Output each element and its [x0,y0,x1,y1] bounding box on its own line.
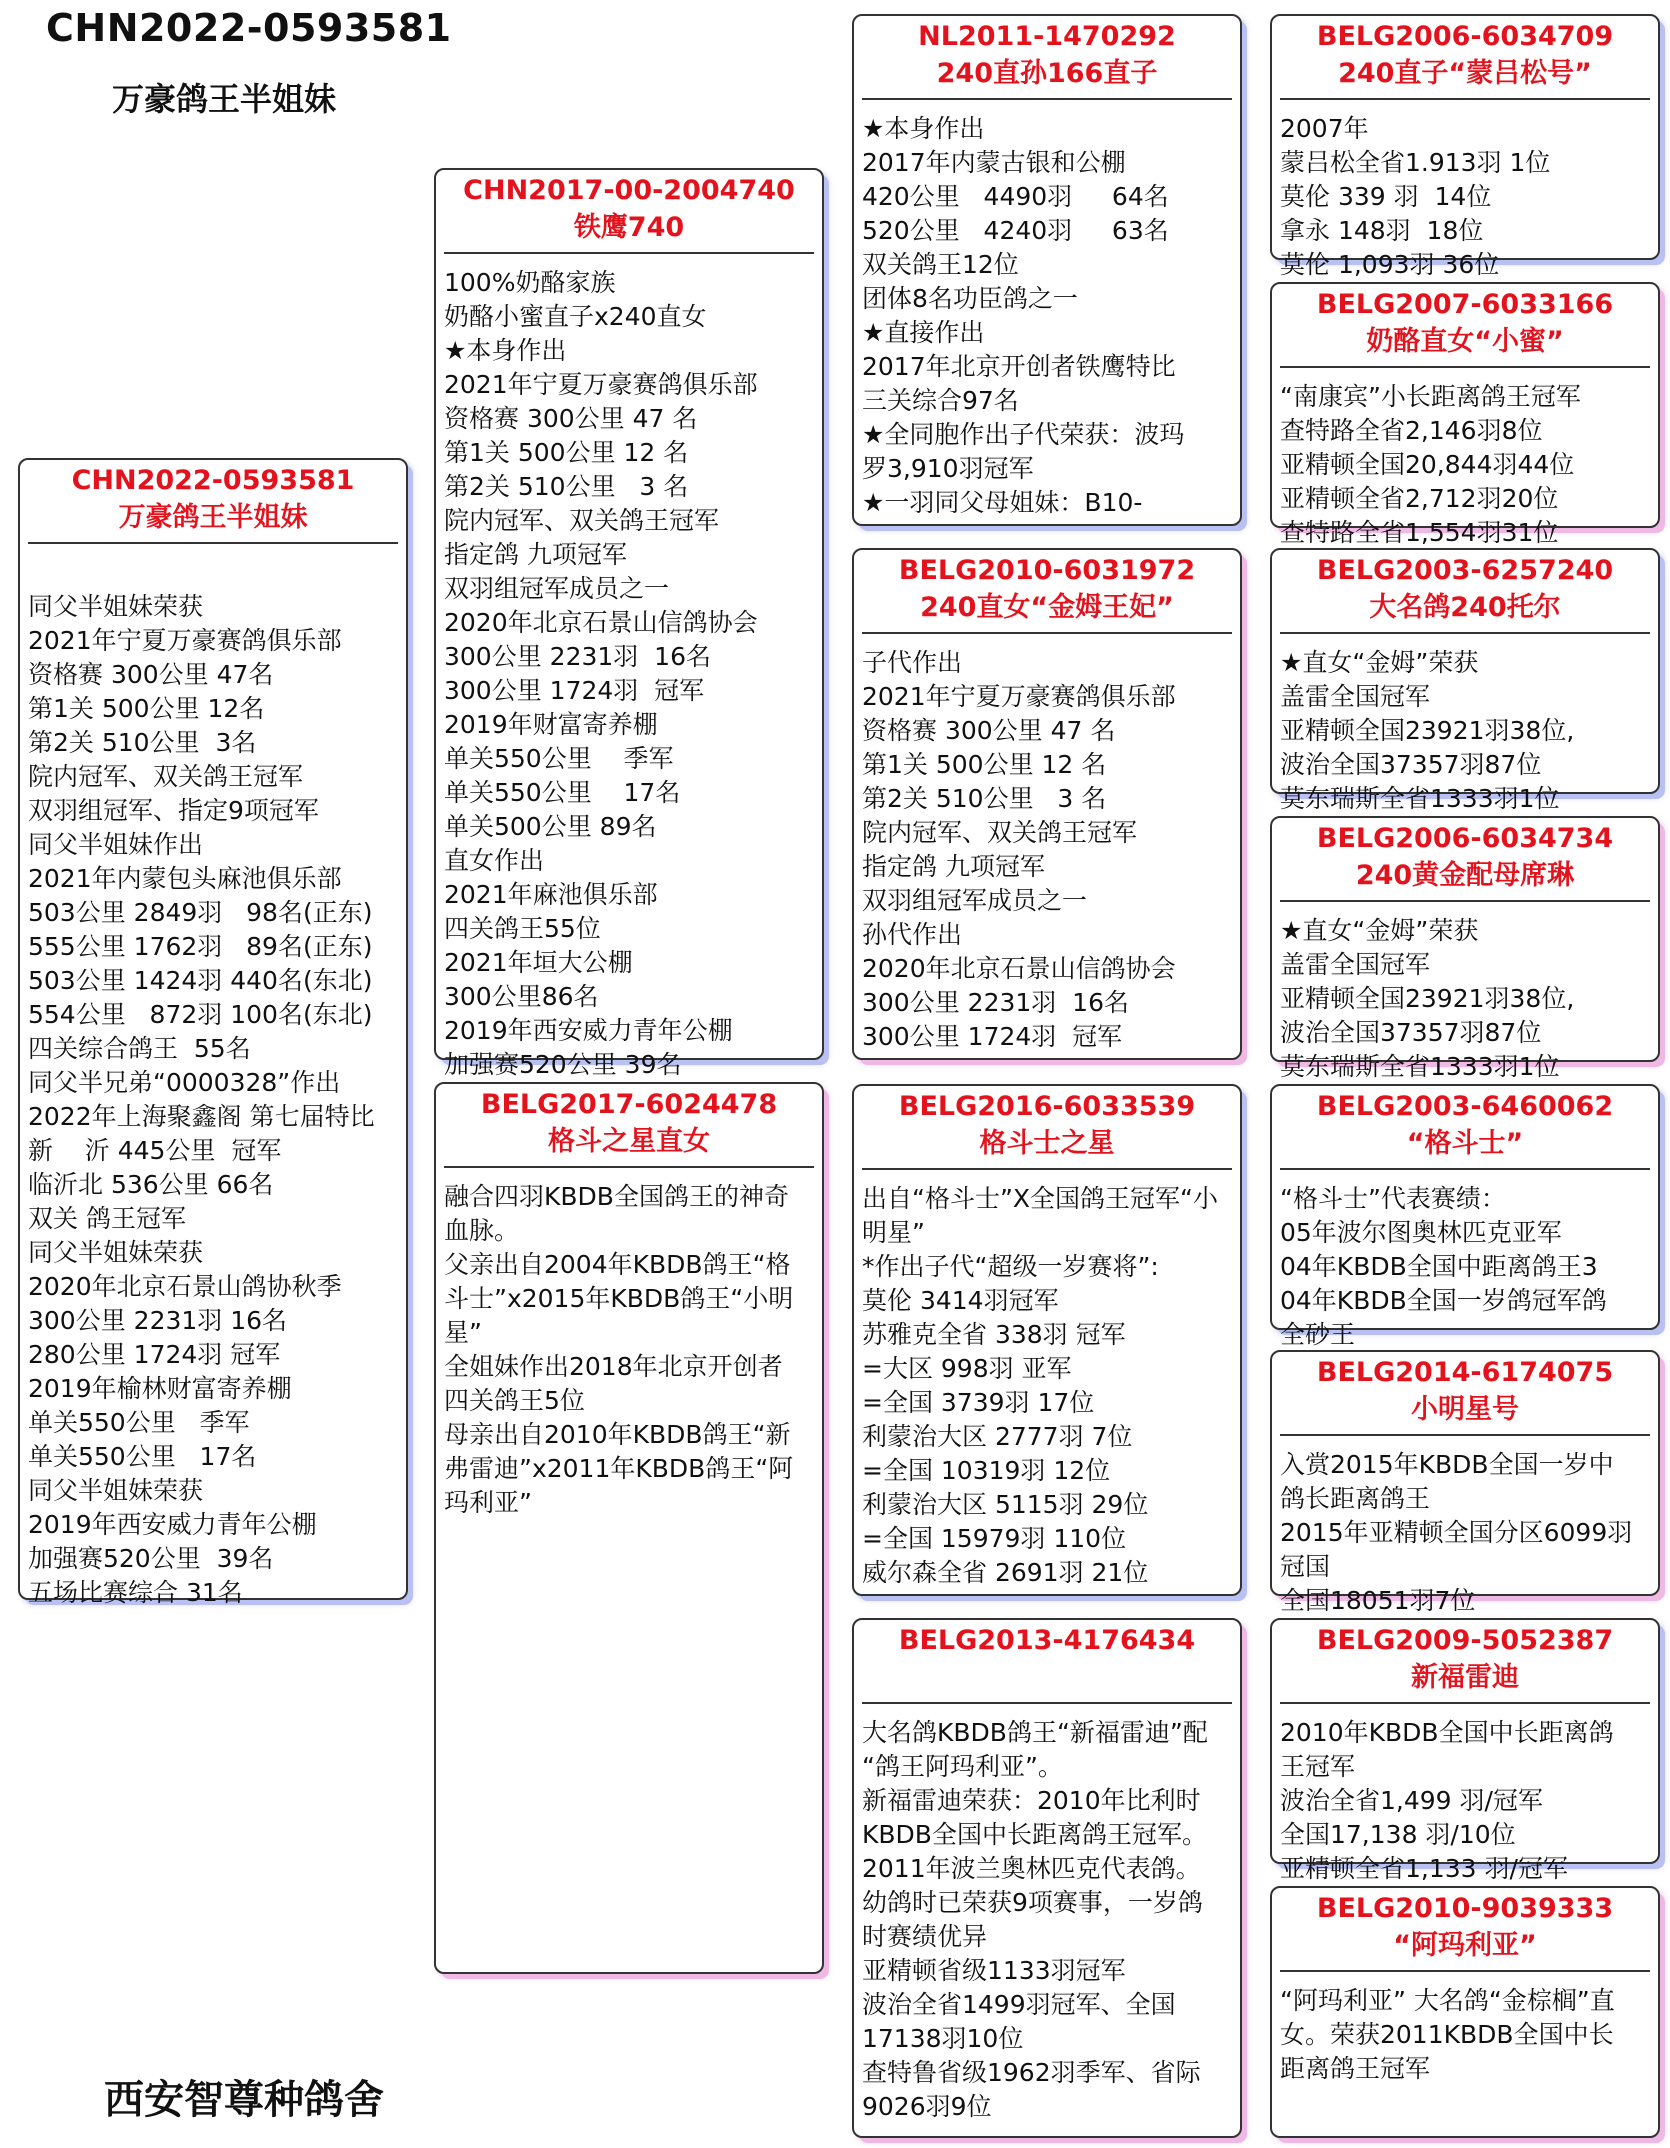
card-record-line: 2019年西安威力青年公棚 [444,1016,733,1045]
card-record-line: 新福雷迪荣获：2010年比利时 [862,1786,1201,1815]
card-record-line: 双羽组冠军、指定9项冠军 [28,796,319,825]
card-record-line: =全国 15979羽 110位 [862,1524,1127,1553]
card-record-line: 明星” [862,1218,925,1247]
card-record-line: 盖雷全国冠军 [1280,950,1431,979]
card-record-line: ★本身作出 [862,114,985,143]
card-record-line: 2021年宁夏万豪赛鸽俱乐部 [862,682,1176,711]
card-ggp-6 [1270,1350,1660,1615]
card-record-line: 554公里 872羽 100名(东北) [28,1000,373,1029]
card-record-line: 亚精顿省级1133羽冠军 [862,1956,1126,1985]
card-ring-number: BELG2006-6034709 [1316,21,1614,52]
card-bird-name: “格斗士” [1406,1128,1524,1159]
card-divider [1280,1168,1650,1170]
card-ring-number: BELG2006-6034734 [1316,823,1614,854]
card-bird-name: 万豪鸽王半姐妹 [118,502,308,533]
card-record-line: 2015年亚精顿全国分区6099羽 [1280,1518,1633,1547]
card-record-line: 双关 鸽王冠军 [28,1204,186,1233]
card-record-line: 2021年垣大公棚 [444,948,633,977]
card-record-line: 临沂北 536公里 66名 [28,1170,274,1199]
card-record-line: 单关500公里 89名 [444,812,657,841]
card-record-line: 出自“格斗士”X全国鸽王冠军“小 [862,1184,1218,1213]
card-record-line: 女。荣获2011KBDB全国中长 [1280,2020,1614,2049]
card-record-line: 亚精顿全省1,133 羽/冠军 [1280,1854,1568,1883]
card-bird-name: 240直孙166直子 [936,58,1158,89]
card-record-line: *作出子代“超级一岁赛将”: [862,1252,1159,1281]
card-dam-sire [852,1084,1242,1596]
card-record-line: =大区 998羽 亚军 [862,1354,1072,1383]
card-record-line: 苏雅克全省 338羽 冠军 [862,1320,1126,1349]
card-record-line: 单关550公里 17名 [444,778,681,807]
card-ggp-7 [1270,1618,1660,1883]
card-sire [434,168,824,1079]
card-record-line: 9026羽9位 [862,2092,992,2121]
card-record-line: 第2关 510公里 3 名 [444,472,689,501]
card-record-line: 入赏2015年KBDB全国一岁中 [1280,1450,1614,1479]
card-record-list [20,556,406,1610]
card-ring-number: BELG2013-4176434 [898,1625,1196,1656]
card-record-list [1272,1984,1658,2086]
card-record-line: 2019年财富寄养棚 [444,710,658,739]
card-ggp-8 [1270,1886,1660,2138]
card-subject [18,458,408,1607]
card-record-list [1272,1448,1658,1618]
card-record-line: 波治全国37357羽87位 [1280,1018,1542,1047]
card-record-line: 2017年北京开创者铁鹰特比 [862,352,1176,381]
card-record-line: 单关550公里 17名 [28,1442,257,1471]
card-record-line: 04年KBDB全国中距离鸽王3 [1280,1252,1598,1281]
card-record-line: 2020年北京石景山信鸽协会 [444,608,758,637]
card-record-line: 单关550公里 季军 [28,1408,250,1437]
card-record-line: 院内冠军、双关鸽王冠军 [862,818,1138,847]
card-record-line: 四关综合鸽王 55名 [28,1034,251,1063]
card-record-list [854,112,1240,520]
card-divider [1280,1434,1650,1436]
card-record-line: 300公里 2231羽 16名 [28,1306,288,1335]
card-record-line: ★直女“金姆”荣获 [1280,916,1479,945]
card-record-line: 520公里 4240羽 63名 [862,216,1169,245]
card-record-line: 同父半姐妹作出 [28,830,204,859]
card-divider [1280,900,1650,902]
card-record-line: 莫伦 1,093羽 36位 [1280,250,1500,279]
card-divider [862,632,1232,634]
card-record-line: ★直女“金姆”荣获 [1280,648,1479,677]
card-record-line: 奶酪小蜜直子x240直女 [444,302,707,331]
card-record-list [1272,380,1658,550]
card-bird-name: 小明星号 [1411,1394,1519,1425]
card-record-line: 星” [444,1318,482,1347]
card-record-line: 04年KBDB全国一岁鸽冠军鸽 [1280,1286,1607,1315]
card-ggp-5 [1270,1084,1660,1349]
card-bird-name [854,1659,1240,1696]
card-record-line: ★直接作出 [862,318,985,347]
card-record-line: 2021年宁夏万豪赛鸽俱乐部 [444,370,758,399]
card-divider [1280,632,1650,634]
card-record-line: 2021年麻池俱乐部 [444,880,658,909]
card-record-line: 王冠军 [1280,1752,1356,1781]
card-record-line: 融合四羽KBDB全国鸽王的神奇 [444,1182,789,1211]
card-bird-name: “阿玛利亚” [1393,1930,1537,1961]
card-ring-number: BELG2016-6033539 [898,1091,1196,1122]
card-record-line: 300公里 1724羽 冠军 [444,676,705,705]
card-record-list [854,1182,1240,1590]
card-record-line: 鸽长距离鸽王 [1280,1484,1431,1513]
card-bird-name: 大名鸽240托尔 [1369,592,1561,623]
card-record-line: 2019年西安威力青年公棚 [28,1510,317,1539]
card-record-line: 同父半姐妹荣获 [28,1476,204,1505]
card-record-line: 第2关 510公里 3名 [28,728,257,757]
card-divider [862,98,1232,100]
card-record-line: 新 沂 445公里 冠军 [28,1136,282,1165]
card-record-line: 17138羽10位 [862,2024,1024,2053]
card-record-line: =全国 10319羽 12位 [862,1456,1111,1485]
card-record-line: 亚精顿全国20,844羽44位 [1280,450,1575,479]
pedigree-ring-number: CHN2022-0593581 [46,6,452,50]
card-record-line: 院内冠军、双关鸽王冠军 [28,762,304,791]
card-bird-name: 奶酪直女“小蜜” [1366,326,1564,357]
card-record-line: “鸽王阿玛利亚”。 [862,1752,1063,1781]
card-record-line: 查特路全省2,146羽8位 [1280,416,1543,445]
card-record-line: 资格赛 300公里 47 名 [444,404,698,433]
card-ggp-1 [1270,14,1660,279]
card-record-line: 利蒙治大区 2777羽 7位 [862,1422,1133,1451]
card-record-line: 300公里 2231羽 16名 [444,642,711,671]
card-dam [434,1082,824,1974]
card-record-line: 第2关 510公里 3 名 [862,784,1107,813]
card-record-line: 资格赛 300公里 47 名 [862,716,1116,745]
card-record-line: 第1关 500公里 12名 [28,694,265,723]
card-record-line: 420公里 4490羽 64名 [862,182,1169,211]
card-record-list [854,646,1240,1054]
card-ring-number: BELG2017-6024478 [480,1089,778,1120]
card-record-line: 加强赛520公里 39名 [444,1050,682,1079]
card-record-line: 资格赛 300公里 47名 [28,660,274,689]
card-divider [1280,1970,1650,1972]
card-record-line: “南康宾”小长距离鸽王冠军 [1280,382,1581,411]
card-bird-name: 240直子“蒙吕松号” [1338,58,1592,89]
card-record-line: 同父半姐妹荣获 [28,1238,204,1267]
card-record-line: 300公里 1724羽 冠军 [862,1022,1123,1051]
card-record-line: 子代作出 [862,648,963,677]
card-bird-name: 格斗士之星 [979,1128,1115,1159]
card-ring-number: CHN2022-0593581 [71,465,355,496]
card-record-list [1272,646,1658,816]
card-record-line: 幼鸽时已荣获9项赛事，一岁鸽 [862,1888,1203,1917]
card-record-list [436,266,822,1082]
pedigree-subtitle: 万豪鸽王半姐妹 [112,80,337,118]
card-record-line: =全国 3739羽 17位 [862,1388,1095,1417]
card-bird-name: 240直女“金姆王妃” [920,592,1174,623]
card-ring-number: BELG2014-6174075 [1316,1357,1614,1388]
card-record-line: “阿玛利亚” 大名鸽“金棕榈”直 [1280,1986,1615,2015]
card-record-line: ★一羽同父母姐妹：B10- [862,488,1143,517]
card-record-line: 同父半兄弟“0000328”作出 [28,1068,341,1097]
card-record-line: 罗3,910羽冠军 [862,454,1034,483]
card-ring-number: NL2011-1470292 [918,21,1176,52]
card-record-line: 莫伦 3414羽冠军 [862,1286,1059,1315]
card-record-line: 波治全国37357羽87位 [1280,750,1542,779]
card-record-line: ★本身作出 [444,336,567,365]
card-sire-sire [852,14,1242,526]
card-divider [444,252,814,254]
card-record-line: 2021年内蒙包头麻池俱乐部 [28,864,342,893]
card-ring-number: BELG2007-6033166 [1316,289,1614,320]
card-record-line: 利蒙治大区 5115羽 29位 [862,1490,1149,1519]
card-bird-name: 240黄金配母席琳 [1355,860,1575,891]
card-record-line: 院内冠军、双关鸽王冠军 [444,506,720,535]
card-ggp-4 [1270,816,1660,1081]
card-record-line: 全国17,138 羽/10位 [1280,1820,1516,1849]
card-ggp-2 [1270,282,1660,547]
card-ggp-3 [1270,548,1660,813]
card-record-list [1272,914,1658,1084]
card-record-line: 2020年北京石景山鸽协秋季 [28,1272,342,1301]
card-record-line: 2019年榆林财富寄养棚 [28,1374,292,1403]
card-record-line: 莫伦 339 羽 14位 [1280,182,1492,211]
card-record-line: 团体8名功臣鸽之一 [862,284,1078,313]
card-record-line: 斗士”x2015年KBDB鸽王“小明 [444,1284,794,1313]
card-record-line: 全国18051羽7位 [1280,1586,1476,1615]
card-record-line: 第1关 500公里 12 名 [862,750,1107,779]
card-record-line: 莫东瑞斯全省1333羽1位 [1280,784,1560,813]
card-ring-number: BELG2010-6031972 [898,555,1196,586]
card-record-line: 母亲出自2010年KBDB鸽王“新 [444,1420,791,1449]
card-record-list [436,1180,822,1520]
card-record-list [1272,1716,1658,1886]
card-record-line: 直女作出 [444,846,545,875]
card-divider [862,1702,1232,1704]
card-record-line: 距离鸽王冠军 [1280,2054,1431,2083]
card-record-line: 时赛绩优异 [862,1922,988,1951]
card-dam-dam [852,1618,1242,2138]
card-bird-name: 新福雷迪 [1411,1662,1519,1693]
card-record-line: 五场比赛综合 31名 [28,1578,243,1607]
card-record-line: 父亲出自2004年KBDB鸽王“格 [444,1250,791,1279]
card-bird-name: 铁鹰740 [573,212,685,243]
card-record-line: 亚精顿全国23921羽38位, [1280,716,1575,745]
card-divider [28,542,398,544]
card-sire-dam [852,548,1242,1060]
card-record-line: 300公里 2231羽 16名 [862,988,1129,1017]
card-record-line: 波治全省1,499 羽/冠军 [1280,1786,1543,1815]
card-record-line: “格斗士”代表赛绩： [1280,1184,1506,1213]
card-record-line: 孙代作出 [862,920,963,949]
card-record-line [28,556,398,590]
card-bird-name: 格斗之星直女 [548,1126,710,1157]
card-record-line: 双羽组冠军成员之一 [862,886,1088,915]
card-record-line: 四关鸽王5位 [444,1386,585,1415]
card-record-line: 三关综合97名 [862,386,1019,415]
card-divider [1280,98,1650,100]
card-divider [862,1168,1232,1170]
card-record-line: 2017年内蒙古银和公棚 [862,148,1126,177]
loft-name: 西安智尊种鸽舍 [104,2077,384,2123]
card-record-line: 加强赛520公里 39名 [28,1544,274,1573]
card-record-list [1272,112,1658,282]
card-record-list [854,1716,1240,2124]
card-record-line: 指定鸽 九项冠军 [862,852,1045,881]
card-record-line: ★全同胞作出子代荣获：波玛 [862,420,1185,449]
card-record-line: 指定鸽 九项冠军 [444,540,627,569]
card-record-line: 查特路全省1,554羽31位 [1280,518,1559,547]
card-record-line: 503公里 2849羽 98名(正东) [28,898,373,927]
card-record-line: 波治全省1499羽冠军、全国 [862,1990,1176,2019]
card-record-line: 四关鸽王55位 [444,914,601,943]
card-record-line: 大名鸽KBDB鸽王“新福雷迪”配 [862,1718,1208,1747]
card-record-line: 2020年北京石景山信鸽协会 [862,954,1176,983]
card-record-line: 莫东瑞斯全省1333羽1位 [1280,1052,1560,1081]
card-record-line: 双关鸽王12位 [862,250,1019,279]
card-record-line: 2010年KBDB全国中长距离鸽 [1280,1718,1614,1747]
card-record-line: 威尔森全省 2691羽 21位 [862,1558,1149,1587]
card-record-line: 第1关 500公里 12 名 [444,438,689,467]
card-ring-number: BELG2009-5052387 [1316,1625,1614,1656]
card-record-line: 全砂王 [1280,1320,1356,1349]
card-record-line: 单关550公里 季军 [444,744,674,773]
card-record-line: 2021年宁夏万豪赛鸽俱乐部 [28,626,342,655]
card-record-line: 蒙吕松全省1.913羽 1位 [1280,148,1551,177]
card-record-line: 血脉。 [444,1216,520,1245]
card-record-line: 查特鲁省级1962羽季军、省际 [862,2058,1201,2087]
card-divider [1280,366,1650,368]
card-record-line: 2011年波兰奥林匹克代表鸽。 [862,1854,1201,1883]
card-record-line: 280公里 1724羽 冠军 [28,1340,281,1369]
card-divider [1280,1702,1650,1704]
card-record-line: 双羽组冠军成员之一 [444,574,670,603]
card-record-line: 2022年上海聚鑫阁 第七届特比 [28,1102,375,1131]
card-record-line: 555公里 1762羽 89名(正东) [28,932,373,961]
card-record-line: 同父半姐妹荣获 [28,592,204,621]
card-ring-number: CHN2017-00-2004740 [463,175,795,206]
card-record-line: 05年波尔图奥林匹克亚军 [1280,1218,1562,1247]
card-ring-number: BELG2003-6257240 [1316,555,1614,586]
card-record-line: 拿永 148羽 18位 [1280,216,1484,245]
card-record-list [1272,1182,1658,1352]
card-record-line: 亚精顿全省2,712羽20位 [1280,484,1559,513]
card-ring-number: BELG2003-6460062 [1316,1091,1614,1122]
card-record-line: 503公里 1424羽 440名(东北) [28,966,373,995]
card-divider [444,1166,814,1168]
card-record-line: 300公里86名 [444,982,599,1011]
card-record-line: 弗雷迪”x2011年KBDB鸽王“阿 [444,1454,794,1483]
card-record-line: 100%奶酪家族 [444,268,616,297]
card-record-line: 冠国 [1280,1552,1331,1581]
card-record-line: 盖雷全国冠军 [1280,682,1431,711]
card-ring-number: BELG2010-9039333 [1316,1893,1614,1924]
card-record-line: KBDB全国中长距离鸽王冠军。 [862,1820,1207,1849]
card-record-line: 2007年 [1280,114,1369,143]
card-record-line: 玛利亚” [444,1488,532,1517]
card-record-line: 亚精顿全国23921羽38位, [1280,984,1575,1013]
card-record-line: 全姐妹作出2018年北京开创者 [444,1352,783,1381]
